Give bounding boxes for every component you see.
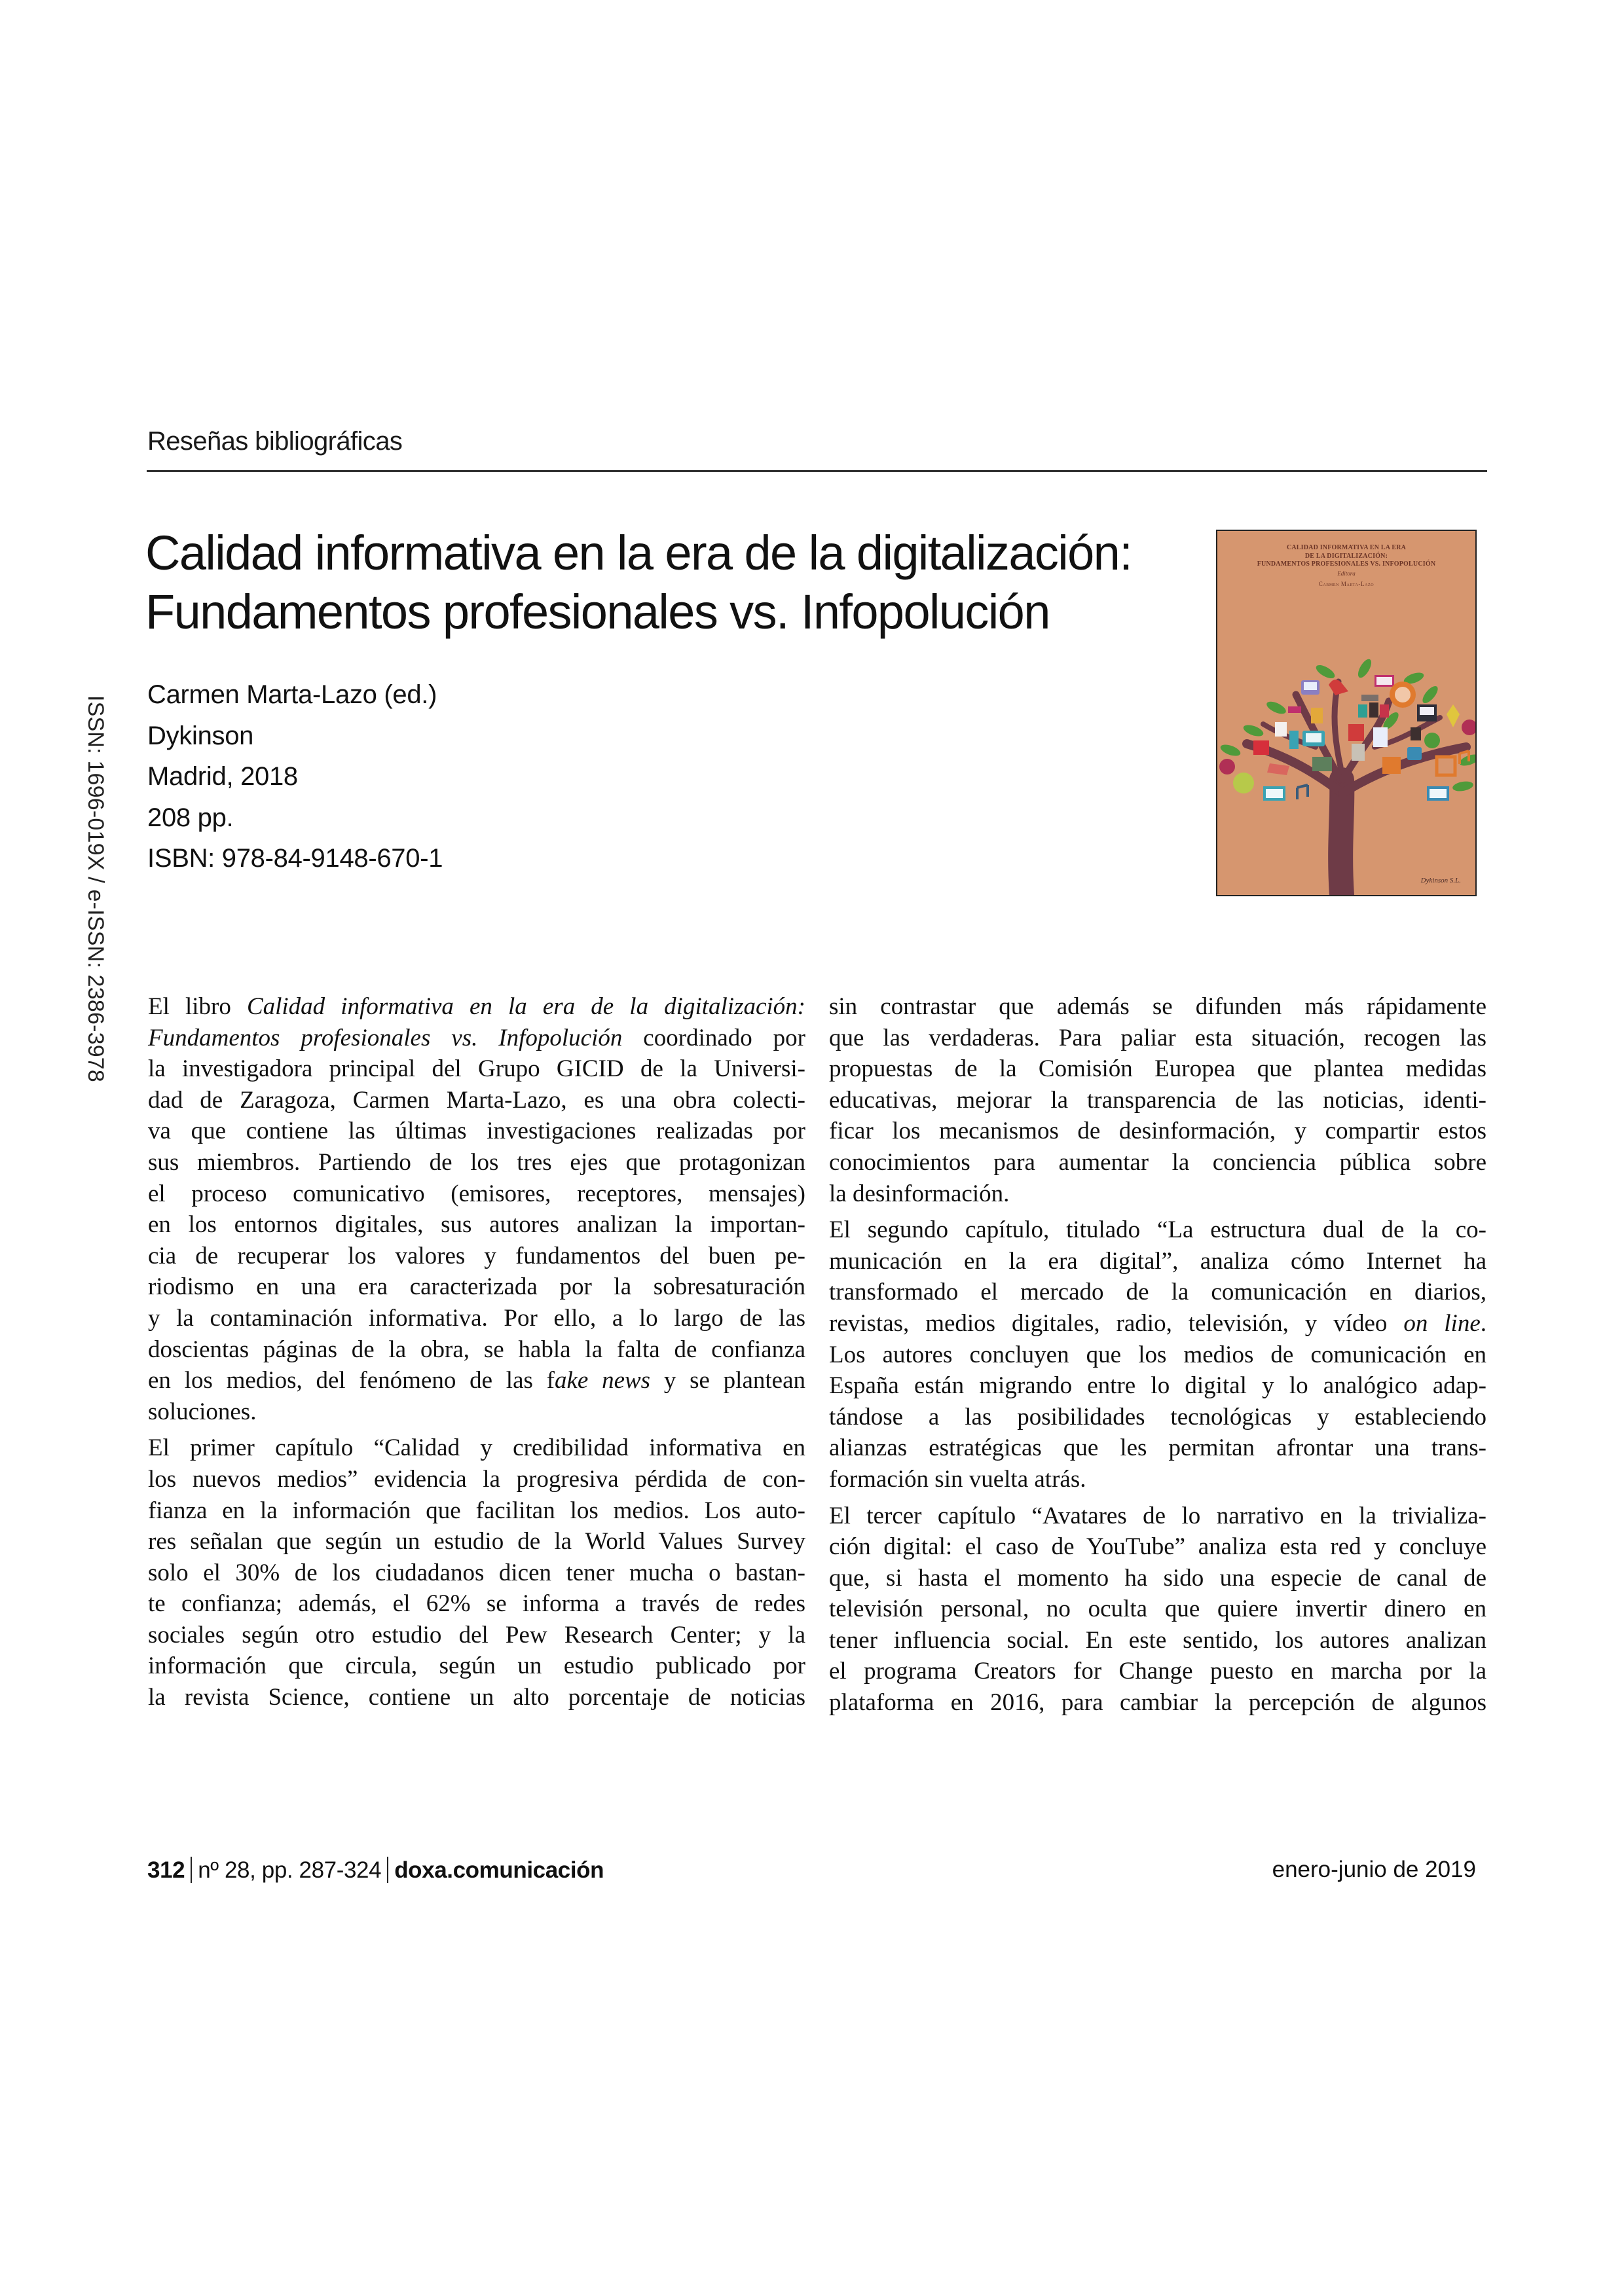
publication-date: enero-junio de 2019	[1272, 1857, 1476, 1882]
text-line: sus miembros. Partiendo de los tres ejes que protagonizan	[148, 1148, 805, 1176]
section-header: Reseñas bibliográficas	[147, 427, 403, 456]
book-title	[145, 524, 1193, 642]
text-line: Fundamentos profesionales vs. Infopolución coordinado por	[148, 1024, 805, 1051]
body-paragraph	[148, 991, 805, 1427]
cover-publisher-logo: Dykinson S.L.	[1420, 877, 1461, 884]
text-line: ción digital: el caso de YouTube” analiza esta red y concluye	[829, 1533, 1486, 1561]
text-line: propuestas de la Comisión Europea que plantea medidas	[829, 1055, 1486, 1083]
text-line: sin contrastar que además se difunden más rápidamente	[829, 993, 1486, 1020]
text-line: res señalan que según un estudio de la World Values Survey	[148, 1528, 805, 1556]
text-line: conocimientos para aumentar la conciencia pública sobre	[829, 1148, 1486, 1176]
text-line: doscientas páginas de la obra, se habla la falta de confianza	[148, 1336, 805, 1363]
text-line: plataforma en 2016, para cambiar la percepción de algunos	[829, 1689, 1486, 1717]
text-line: dad de Zaragoza, Carmen Marta-Lazo, es una obra colecti-	[148, 1086, 805, 1114]
book-isbn: ISBN: 978-84-9148-670-1	[147, 844, 443, 873]
text-line: El libro Calidad informativa en la era de la digitalización:	[148, 993, 805, 1020]
body-column-right	[829, 991, 1486, 1724]
page-number: 312	[147, 1857, 185, 1883]
text-line: El primer capítulo “Calidad y credibilidad informativa en	[148, 1434, 805, 1462]
book-pages: 208 pp.	[147, 803, 234, 832]
text-line: va que contiene las últimas investigaciones realizadas por	[148, 1118, 805, 1145]
text-line: los nuevos medios” evidencia la progresiva pérdida de con-	[148, 1465, 805, 1493]
text-line: televisión personal, no oculta que quiere invertir dinero en	[829, 1595, 1486, 1623]
book-editor: Carmen Marta-Lazo (ed.)	[147, 680, 437, 709]
text-line: municación en la era digital”, analiza cómo Internet ha	[829, 1247, 1486, 1275]
text-line: la investigadora principal del Grupo GICID de la Universi-	[148, 1055, 805, 1083]
book-metadata	[147, 674, 443, 879]
text-line: tener influencia social. En este sentido, los autores analizan	[829, 1626, 1486, 1654]
text-line: transformado el mercado de la comunicación en diarios,	[829, 1279, 1486, 1306]
text-line: en los entornos digitales, sus autores analizan la importan-	[148, 1211, 805, 1239]
journal-name: doxa.comunicación	[394, 1857, 604, 1883]
text-line: alianzas estratégicas que les permitan afrontar una trans-	[829, 1434, 1486, 1462]
text-line: solo el 30% de los ciudadanos dicen tener mucha o bastan-	[148, 1559, 805, 1586]
text-line: la desinformación.	[829, 1180, 1010, 1207]
body-paragraph	[148, 1432, 805, 1713]
body-paragraph	[829, 1214, 1486, 1495]
book-title-line-1: Calidad informativa en la era de la digitalización:	[145, 526, 1132, 580]
text-line: el programa Creators for Change puesto en marcha por la	[829, 1658, 1486, 1685]
book-publisher: Dykinson	[147, 721, 254, 750]
issn-sidebar: ISSN: 1696-019X / e-ISSN: 2386-3978	[83, 695, 108, 1083]
footer-left	[147, 1857, 604, 1884]
cover-editor-name: Carmen Marta-Lazo	[1318, 581, 1375, 587]
text-line: El tercer capítulo “Avatares de lo narrativo en la trivializa-	[829, 1502, 1486, 1529]
issue-info: nº 28, pp. 287-324	[198, 1857, 382, 1883]
footer-separator	[387, 1857, 388, 1883]
text-line: y la contaminación informativa. Por ello, a lo largo de las	[148, 1304, 805, 1332]
book-cover-image	[1216, 530, 1477, 896]
text-line: educativas, mejorar la transparencia de las noticias, identi-	[829, 1086, 1486, 1114]
text-line: Los autores concluyen que los medios de comunicación en	[829, 1341, 1486, 1368]
text-line: que, si hasta el momento ha sido una especie de canal de	[829, 1564, 1486, 1592]
text-line: te confianza; además, el 62% se informa a través de redes	[148, 1590, 805, 1618]
text-line: sociales según otro estudio del Pew Research Center; y la	[148, 1621, 805, 1649]
cover-editora-label: Editora	[1337, 570, 1356, 577]
book-title-line-2: Fundamentos profesionales vs. Infopolución	[145, 585, 1050, 639]
text-line: formación sin vuelta atrás.	[829, 1465, 1086, 1493]
text-line: tándose a las posibilidades tecnológicas y estableciendo	[829, 1403, 1486, 1430]
text-line: riodismo en una era caracterizada por la sobresaturación	[148, 1273, 805, 1301]
text-line: que las verdaderas. Para paliar esta situación, recogen las	[829, 1024, 1486, 1051]
text-line: cia de recuperar los valores y fundamentos del buen pe-	[148, 1242, 805, 1269]
text-line: información que circula, según un estudio publicado por	[148, 1652, 805, 1680]
book-place-year: Madrid, 2018	[147, 762, 298, 791]
text-line: España están migrando entre lo digital y lo analógico adap-	[829, 1372, 1486, 1400]
text-line: ficar los mecanismos de desinformación, y compartir estos	[829, 1118, 1486, 1145]
text-line: el proceso comunicativo (emisores, receptores, mensajes)	[148, 1180, 805, 1207]
header-rule	[147, 470, 1487, 472]
text-line: la revista Science, contiene un alto porcentaje de noticias	[148, 1684, 805, 1711]
text-line: soluciones.	[148, 1398, 257, 1425]
text-line: El segundo capítulo, titulado “La estructura dual de la co-	[829, 1216, 1486, 1244]
text-line: en los medios, del fenómeno de las fake news y se plantean	[148, 1367, 805, 1394]
body-paragraph	[829, 1501, 1486, 1719]
footer-separator	[191, 1857, 192, 1883]
text-line: fianza en la información que facilitan los medios. Los auto-	[148, 1497, 805, 1524]
cover-title: CALIDAD INFORMATIVA EN LA ERA DE LA DIGITALIZACIÓN: FUNDAMENTOS PROFESIONALES VS. INFOPOLUCIÓN	[1257, 544, 1436, 568]
body-column-left	[148, 991, 805, 1719]
body-paragraph	[829, 991, 1486, 1209]
text-line: revistas, medios digitales, radio, televisión, y vídeo on line.	[829, 1309, 1487, 1337]
